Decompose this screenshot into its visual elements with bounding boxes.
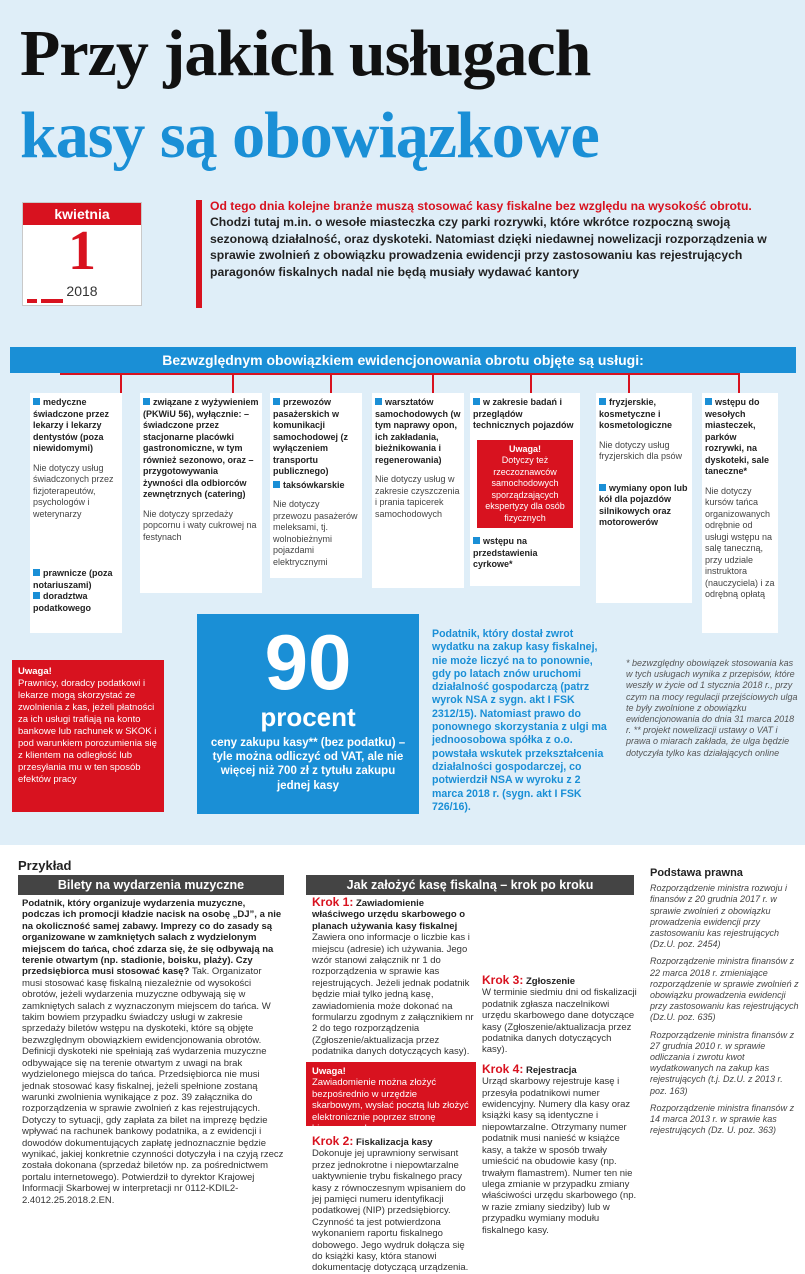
step-label: Krok 2: [312, 1134, 354, 1148]
service-column-medical [30, 393, 122, 633]
connector-line [432, 373, 434, 393]
legal-item: Rozporządzenie ministra finansów z 27 grudnia 2010 r. w sprawie odliczania i zwrotu kwot wydatkowanych na zakup kas rejestrujących (t.j. Dz.U. z 2013 r. poz. 163) [650, 1029, 795, 1096]
service-note: Nie dotyczy usług świadczonych przez fizjoterapeutów, psychologów i weterynarzy [33, 462, 114, 519]
step-2 [312, 1134, 474, 1274]
step-label: Krok 3: [482, 973, 524, 987]
bullet-icon [599, 484, 606, 491]
bullet-icon [599, 398, 606, 405]
bullet-icon [33, 398, 40, 405]
calendar-icon [22, 202, 142, 306]
bullet-icon [473, 537, 480, 544]
service-name: w zakresie badań i przeglądów technicznych pojazdów [473, 397, 574, 430]
example-question: Podatnik, który organizuje wydarzenia muzyczne, podczas ich promocji kładzie nacisk na osobę „DJ”, a nie na okoliczność samej zabawy. Imprezy co do zasady są organizowane w zamkniętych salach z wydzielonym miejscem do tańca, choć zdarza się, że się odbywają na terenie otwartym (np. stadionie, boisku, plaży). Czy przedsiębiorca musi stosować kasę? [22, 898, 282, 978]
steps-warning [306, 1062, 476, 1135]
legal-item: Rozporządzenie ministra finansów z 14 marca 2013 r. w sprawie kas rejestrujących (Dz. U. poz. 363) [650, 1102, 795, 1136]
steps-column-2 [482, 897, 638, 1236]
legal-title: Podstawa prawna [650, 867, 743, 879]
bullet-icon [375, 398, 382, 405]
intro-text [210, 198, 780, 280]
step-text: W terminie siedmiu dni od fiskalizacji podatnik zgłasza naczelnikowi urzędu skarbowego dane dotyczące kasy (Zgłoszenie/aktualizacja przez podatnika danych dotyczących kasy). [482, 987, 637, 1056]
step-title: Rejestracja [525, 1064, 577, 1076]
example-body [22, 898, 284, 1206]
calendar-year: 2018 [66, 283, 98, 299]
service-note: Nie dotyczy przewozu pasażerów meleksami, tj. wolnobieżnymi pojazdami elektrycznymi [273, 499, 358, 567]
warning-text: Dotyczy też rzeczoznawców samochodowych sporządzających ekspertyzy dla osób fizycznych [485, 455, 565, 523]
legal-basis [650, 868, 800, 1142]
service-column-amusement [702, 393, 778, 633]
service-name: wymiany opon lub kół dla pojazdów silnikowych oraz motorowerów [599, 482, 688, 527]
step-label: Krok 4: [482, 1061, 524, 1076]
bullet-icon [273, 398, 280, 405]
service-column-inspections [470, 393, 580, 586]
bullet-icon [473, 398, 480, 405]
legal-item: Rozporządzenie ministra rozwoju i finansów z 20 grudnia 2017 r. w sprawie zwolnień z obowiązku prowadzenia ewidencji przy zastosowaniu kas rejestrujących (Dz.U. poz. 2454) [650, 883, 788, 950]
warning-text: Prawnicy, doradcy podatkowi i lekarze mogą skorzystać ze zwolnienia z kas, jeżeli płatności za ich usługi trafiają na konto bankowe lub rachunek w SKOK i pod warunkiem porozumienia się z klientem na odległość lub przesyłania mu w ten sposób efektów pracy [18, 678, 157, 785]
step-title: Fiskalizacja kasy [355, 1137, 433, 1148]
example-title: Bilety na wydarzenia muzyczne [18, 875, 284, 895]
example-answer: Tak. Organizator musi stosować kasę fiskalną niezależnie od wysokości obrotów, jeżeli wydarzenia muzyczne odbywają się w zamkniętych salach z wyznaczonym miejscem do tańca. W takim bowiem przypadku świadczy usługi w zakresie sprzedaży biletów wstępu na dyskoteki, które są objęte bezwzględnym obowiązkiem ewidencjonowania obrotów. Definicji dyskoteki nie spełniają zaś wydarzenia muzyczne odbywające się na terenie otwartym z uwagi na brak wydzielonego miejsca do tańca. Przedsiębiorca nie musi jednak stosować kasy fiskalnej, jeżeli spełnione zostaną warunki zwolnienia wynikające z poz. 39 załącznika do rozporządzenia w sprawie zwolnień z kas rejestrujących. Dotyczy to sytuacji, gdy zapłata za bilet na imprezę będzie wpływać na rachunek bankowy podatnika, a z ewidencji i dowodów dokumentujących zapłatę jednoznacznie będzie wynikać, jakiej konkretnie czynności dotyczyła i na czyją rzecz została dokonana (sprzedaż biletów np. za pośrednictwem portalu internetowego). Potwierdził to dyrektor Krajowej Informacji Skarbowej w interpretacji nr 0112-KDIL2-2.4012.25.2018.2.EN. [22, 966, 284, 1206]
intro-accent-bar [196, 200, 202, 308]
steps-column-1 [312, 897, 474, 1058]
warning-title: Uwaga! [18, 666, 52, 677]
connector-line [530, 373, 532, 393]
warning-text: Zawiadomienie można złożyć bezpośrednio w urzędzie skarbowym, wysłać pocztą lub złożyć elektronicznie poprzez stronę biznes.gov.pl. [312, 1077, 469, 1135]
stat-description: ceny zakupu kasy** (bez podatku) – tyle można odliczyć od VAT, ale nie więcej niż 700 zł z tytułu zakupu jednej kasy [210, 737, 406, 792]
step-label: Krok 1: [312, 895, 354, 909]
step-text: Dokonuje jej uprawniony serwisant przez jednokrotne i niepowtarzalne uaktywnienie trybu fiskalnego pracy kasy z równoczesnym wpisaniem do jej pamięci numeru identyfikacji podatkowej (NIP) przedsiębiorcy. Czynność ta jest potwierdzona wykonaniem raportu fiskalnego dobowego. Jego wydruk dołącza się do książki kasy, która stanowi dokumentację dotyczącą urządzenia. [312, 1148, 469, 1274]
warning-title: Uwaga! [508, 443, 541, 454]
warning-title: Uwaga! [312, 1066, 346, 1077]
connector-line [120, 373, 122, 393]
calendar-day: 1 [68, 220, 96, 282]
service-name: taksówkarskie [283, 479, 345, 490]
service-column-hairdressing [596, 393, 692, 603]
bullet-icon [33, 592, 40, 599]
step-text: Urząd skarbowy rejestruje kasę i przesyła podatnikowi numer ewidencyjny. Numery dla kasy oraz książki kasy są identyczne i niepowtarzalne. Otrzymany numer podatnik musi nanieść w książce kasy, a także w sposób trwały umieścić na obudowie kasy (np. trwałym flamastrem). Numer ten nie ulega zmianie w przypadku zmiany właściwości urzędu skarbowego (np. w razie zmiany siedziby) lub w przypadku wymiany modułu fiskalnego kasy. [482, 1076, 637, 1236]
intro-rest: Chodzi tutaj m.in. o wesołe miasteczka czy parki rozrywki, które wkrótce rozpoczną swoją sezonową działalność, oraz dyskoteki. Natomiast dzięki niedawnej nowelizacji rozporządzenia w sprawie zwolnień z obowiązku prowadzenia ewidencji przy zastosowaniu kas rejestrujących paragonów fiskalnych nadal nie będą musiały wydawać kantory [210, 215, 767, 279]
service-column-food [140, 393, 262, 593]
connector-line [60, 373, 740, 375]
example-label: Przykład [18, 858, 72, 873]
refund-note: Podatnik, który dostał zwrot wydatku na zakup kasy fiskalnej, nie może liczyć na to ponownie, gdy po latach znów uruchomi działalność gospodarczą (patrz wyrok NSA z sygn. akt I FSK 2312/15). Natomiast prawo do ponownego skorzystania z ulgi ma jednoosobowa spółka z o.o. powstała wskutek przekształcenia działalności gospodarczej, co potwierdził NSA w wyroku z 2 marca 2018 r. (sygn. akt I FSK 726/16). [432, 628, 607, 813]
bullet-icon [705, 398, 712, 405]
bullet-icon [143, 398, 150, 405]
deduction-stat-box [197, 614, 419, 814]
services-banner: Bezwzględnym obowiązkiem ewidencjonowania obrotu objęte są usługi: [10, 347, 796, 373]
connector-line [232, 373, 234, 393]
bullet-icon [273, 481, 280, 488]
intro-highlight: Od tego dnia kolejne branże muszą stosować kasy fiskalne bez względu na wysokość obrotu. [210, 199, 752, 213]
steps-title: Jak założyć kasę fiskalną – krok po kroku [306, 875, 634, 895]
service-name: przewozów pasażerskich w komunikacji samochodowej (z wyłączeniem transportu publicznego) [273, 397, 349, 476]
bullet-icon [33, 569, 40, 576]
calendar-mark [41, 299, 63, 303]
service-note: Nie dotyczy usług fryzjerskich dla psów [599, 439, 683, 461]
stat-unit: procent [260, 702, 356, 732]
step-title: Zawiadomienie właściwego urzędu skarbowego o planach używania kasy fiskalnej [312, 898, 466, 932]
connector-line [628, 373, 630, 393]
service-name: medyczne świadczone przez lekarzy i lekarzy dentystów (poza niewidomymi) [33, 397, 110, 453]
service-note: Nie dotyczy sprzedaży popcornu i waty cukrowej na festynach [143, 508, 257, 542]
service-column-workshops [372, 393, 464, 588]
professionals-warning [12, 660, 164, 812]
service-note: Nie dotyczy kursów tańca organizowanych odrębnie od usługi wstępu na salę taneczną, przy udziale instruktora (nauczyciela) i za odrębną opłatą [705, 485, 775, 599]
step-title: Zgłoszenie [525, 976, 576, 987]
service-name: warsztatów samochodowych (w tym naprawy opon, ich zakładania, bieżnikowania i regenerowania) [375, 397, 461, 465]
service-name: wstępu na przedstawienia cyrkowe* [473, 536, 538, 569]
footnote: * bezwzględny obowiązek stosowania kas w tych usługach wynika z przepisów, które weszły w życie od 1 stycznia 2018 r., przy czym na mocy regulacji przejściowych ulga te były zwolnione z obowiązku ewidencjonowania do dnia 31 marca 2018 r. ** projekt nowelizacji ustawy o VAT i prawa o miarach zakłada, że ulga będzie dotyczyła tylko kas działających online [626, 658, 798, 758]
service-name: fryzjerskie, kosmetyczne i kosmetologiczne [599, 397, 673, 430]
legal-item: Rozporządzenie ministra finansów z 22 marca 2018 r. zmieniające rozporządzenie w sprawie zwolnień z obowiązku prowadzenia ewidencji przy zastosowaniu kas rejestrujących (Dz.U. poz. 635) [650, 956, 799, 1023]
stat-number: 90 [264, 618, 352, 706]
service-name: związane z wyżywieniem (PKWiU 56), wyłącznie: – świadczone przez stacjonarne placówki gastronomiczne, w tym również sezonowo, oraz – przygotowywania żywności dla odbiorców zewnętrznych (catering) [143, 397, 259, 499]
step-2-continued [482, 897, 638, 967]
page-title: Przy jakich usługach [20, 17, 591, 90]
step-text: Zawiera ono informacje o liczbie kas i miejscu (adresie) ich używania. Jego wzór stanowi załącznik nr 1 do rozporządzenia w sprawie kas rejestrujących. Jeżeli jednak podatnik będzie miał tylko jedną kasę, zawiadomienia może dokonać na formularzu zgodnym z załącznikiem nr 2 do tego rozporządzenia (Zgłoszenie/aktualizacja przez podatnika danych dotyczących kasy). [312, 932, 474, 1058]
service-name: doradztwa podatkowego [33, 591, 91, 613]
intro-box [196, 198, 776, 310]
connector-line [330, 373, 332, 393]
service-note: Nie dotyczy usług w zakresie czyszczenia i prania tapicerek samochodowych [375, 474, 460, 519]
page-subtitle: kasy są obowiązkowe [20, 99, 599, 172]
inspections-warning [477, 440, 573, 529]
calendar-mark [27, 299, 37, 303]
service-column-transport [270, 393, 362, 578]
service-name: wstępu do wesołych miasteczek, parków rozrywki, na dyskoteki, sale taneczne* [705, 397, 770, 476]
calendar-month: kwietnia [23, 203, 141, 225]
connector-line [738, 373, 740, 393]
service-name: prawnicze (poza notariuszami) [33, 568, 113, 590]
